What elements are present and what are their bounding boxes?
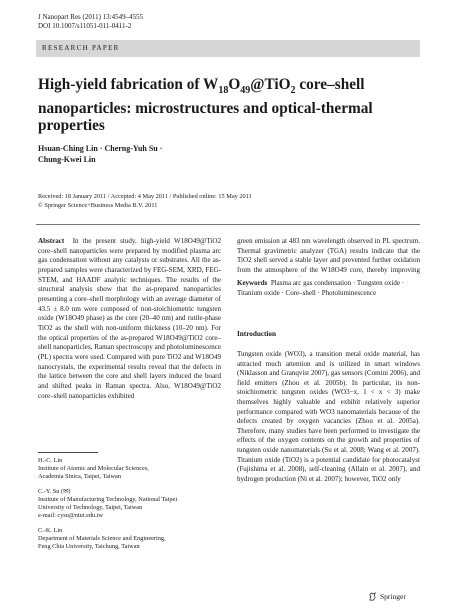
introduction-heading: Introduction [237, 330, 277, 338]
authors-line-2: Chung-Kwei Lin [38, 155, 96, 164]
footnote-divider [38, 452, 98, 453]
journal-header [38, 13, 143, 31]
abstract [38, 237, 221, 450]
authors-line-1: Hsuan-Ching Lin · Cherng-Yuh Su · [38, 144, 163, 153]
keywords-label: Keywords [237, 279, 268, 287]
journal-citation: J Nanopart Res (2011) 13:4549–4555 [38, 13, 144, 21]
publisher-name: Springer [380, 592, 406, 601]
history-dates: Received: 18 January 2011 / Accepted: 4 May 2011 / Published online: 15 May 2011 [38, 193, 252, 200]
affiliation-1: H.-C. Lin Institute of Atomic and Molecular Sciences, Academia Sinica, Taipei, Taiwan [38, 457, 149, 480]
abstract-label: Abstract [38, 237, 65, 245]
springer-horse-icon [368, 592, 377, 601]
email-link[interactable]: e-mail: cysu@ntut.edu.tw [38, 512, 104, 519]
copyright: © Springer Science+Business Media B.V. 2011 [38, 201, 158, 209]
abstract-text: In the present study, high-yield W18O49@TiO2 core–shell nanoparticles were prepared by modified plasma arc gas condensation without any catalysts or substrates. All the as-prepared samples were characterized by FEG-SEM, XRD, FEG-STEM, and HAADF analytic techniques. The results of the structural analysis show that the as-prepared nanoparticles presenting a core–shell morphology with an average diameter of 43.5 ± 8.0 nm were composed of non-stoichiometric tungsten oxide (W18O49 phase) as the core (20–40 nm) and rutile-phase TiO2 as the shell with non-uniform thickness (10–20 nm). For the optical properties of the as-prepared W18O49@TiO2 core–shell nanoparticles, Raman spectroscopy and photoluminescence (PL) spectra were used. Compared with pure TiO2 and W18O49 nanocrystals, the experimental results reveal that the defects in the lattice between the core and shell layers induced the board and shifted peaks in Raman spectra. Also, W18O49@TiO2 core–shell nanoparticles exhibited [38, 237, 221, 400]
article-type-banner: RESEARCH PAPER [36, 40, 420, 57]
affiliation-2: C.-Y. Su (✉) Institute of Manufacturing Technology, National Taipei University of Technology, Taipei, Taiwan e-mail: cysu@ntut.edu.tw [38, 488, 221, 520]
doi: DOI 10.1007/s11051-011-0411-2 [38, 22, 132, 30]
author-list [38, 143, 162, 165]
header-divider [36, 224, 420, 225]
abstract-continued: green emission at 483 nm wavelength observed in PL spectrum. Thermal gravimetric analyzer (TGA) results indicate that the TiO2 shell served a stable layer and prevented further oxidation from the atmosphere of the W18O49 core, thereby improving [237, 237, 420, 274]
publisher-logo [368, 592, 406, 601]
paper-title: High-yield fabrication of $W_{18}O_{49}@TiO_2$ core–shell nanoparticles: microstructures and optical-thermal properties [38, 76, 373, 135]
introduction-body: Tungsten oxide (WO3), a transition metal oxide material, has attracted much attention and is utilized in smart windows (Niklasson and Granqvist 2007), gas sensors (Comini 2006), and field emitters (Zhou et al. 2005b). In particular, its non-stoichiometric tungsten oxides (WO3−x, 1 < x < 3) make themselves highly valuable and exhibit relatively superior performance compared with WO3 nanomaterials because of the defects created by oxygen vacancies (Zhou et al. 2005a). Therefore, many studies have been performed to investigate the effects of the oxygen contents on the growth and properties of tungsten oxide nanomaterials (Su et al. 2008; Wang et al. 2007). Titanium oxide (TiO2) is a potential candidate for photocatalyst (Fujishima et al. 2008), self-cleaning (Allain et al. 2007), and hydrogen production (Ni et al. 2007); however, TiO2 only [237, 350, 420, 483]
keywords [237, 279, 420, 298]
article-dates [38, 193, 252, 210]
affiliation-3: C.-K. Lin Department of Materials Science and Engineering, Feng Chia University, Taichung, Taiwan [38, 527, 166, 550]
keywords-text: Plasma arc gas condensation · Tungsten oxide · Titanium oxide · Core–shell · Photoluminescence [237, 279, 405, 297]
